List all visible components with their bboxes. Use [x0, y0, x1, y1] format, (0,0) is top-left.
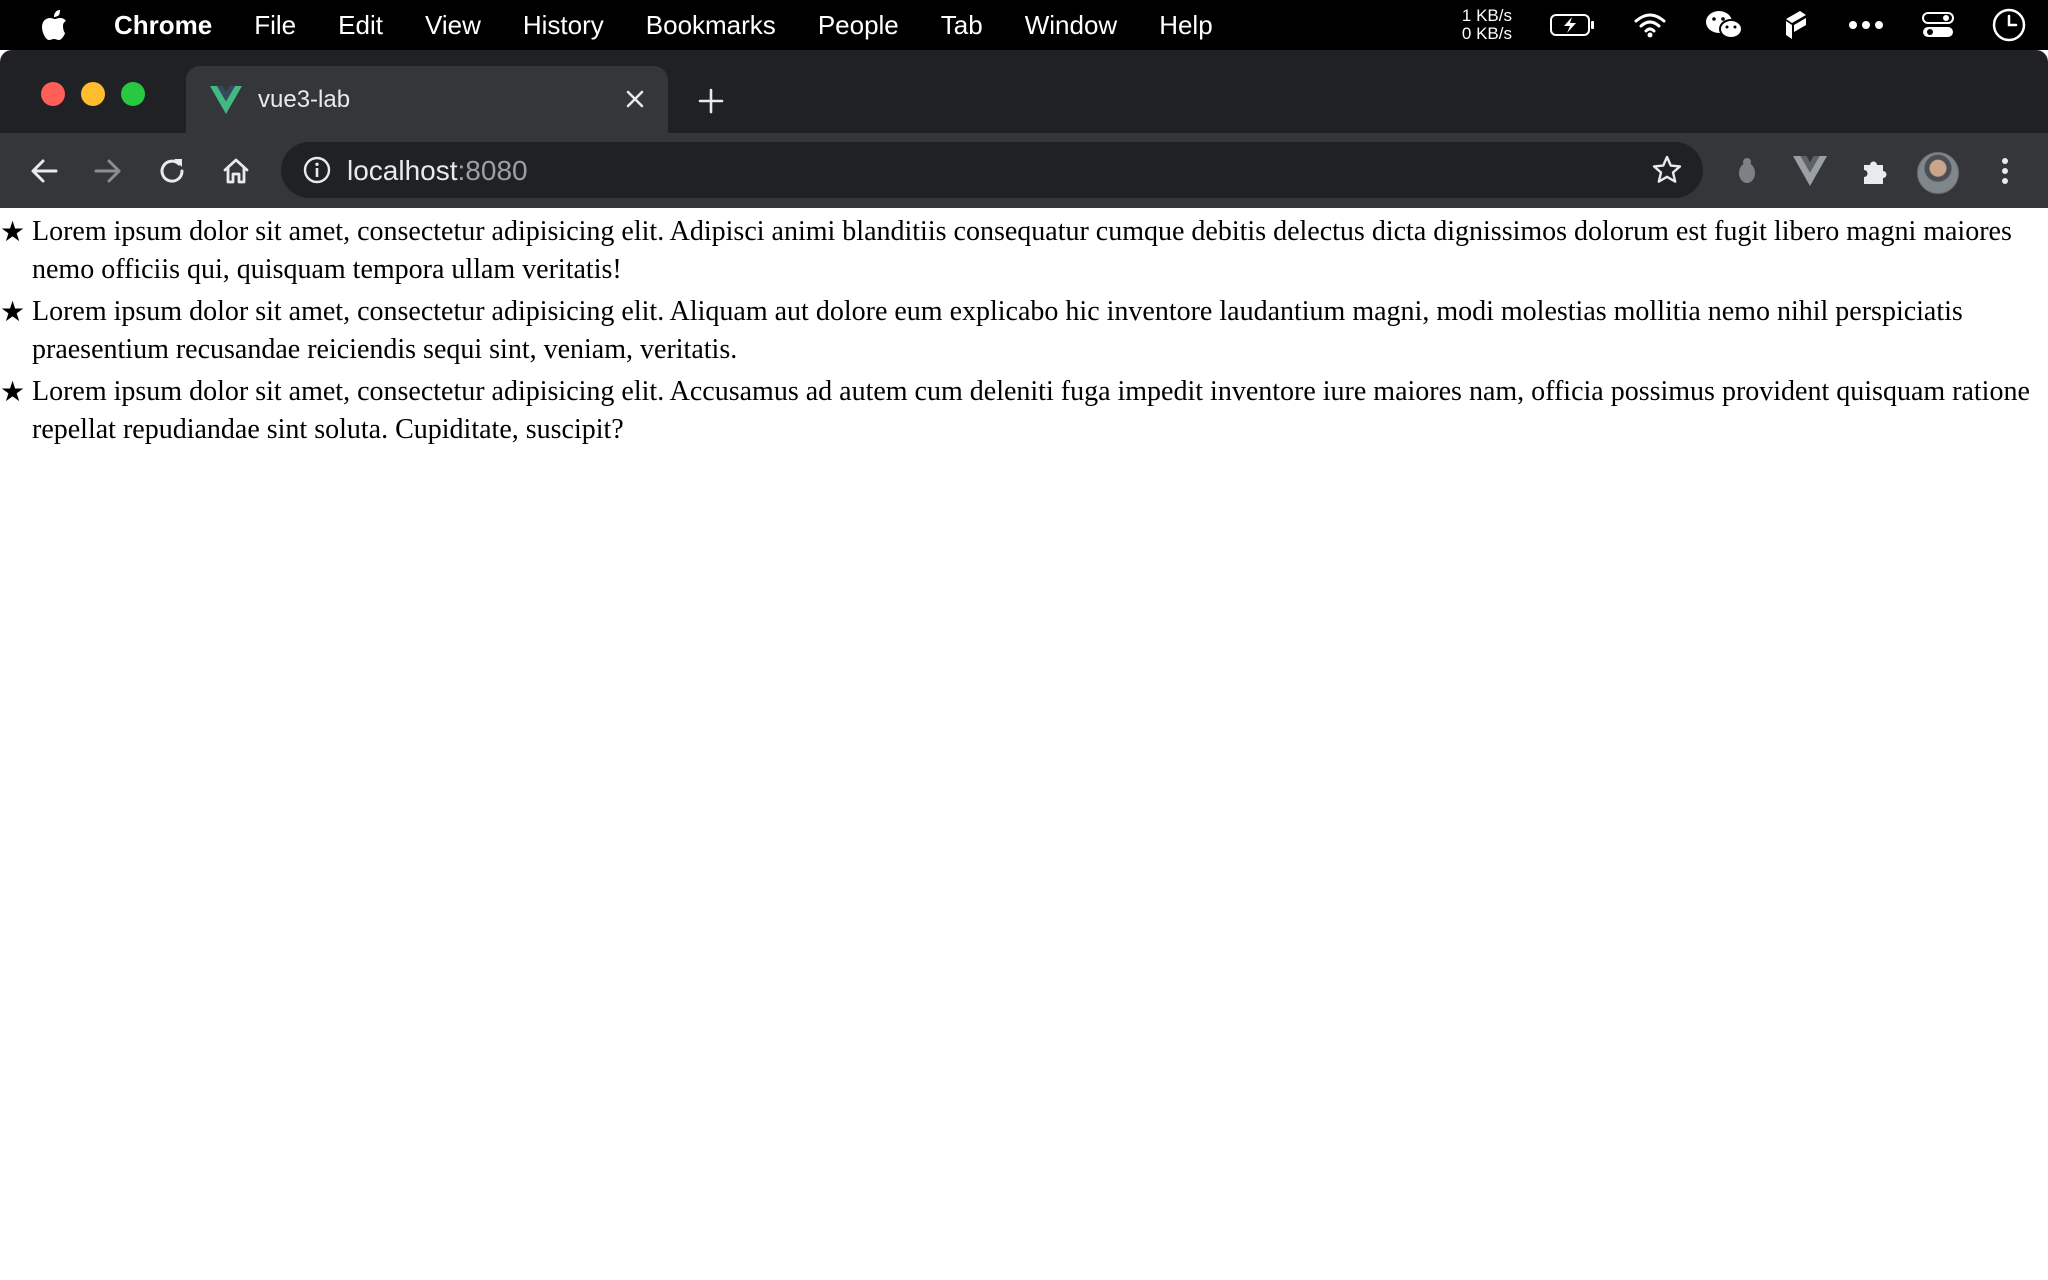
window-close-button[interactable] — [41, 82, 65, 106]
apple-logo-icon[interactable] — [40, 9, 100, 41]
network-download-speed: 0 KB/s — [1461, 24, 1512, 43]
home-button[interactable] — [218, 153, 254, 189]
tab-vue3-lab[interactable] — [186, 66, 668, 133]
url-text[interactable] — [347, 155, 528, 187]
list-item-text: Lorem ipsum dolor sit amet, consectetur adipisicing elit. Adipisci animi blanditiis consequatur cumque debitis delectus dicta dignissimos dolorum est fugit libero magni maiores nemo officiis qui, quisquam tempora ullam veritatis! — [32, 216, 2012, 285]
star-bullet: ★ — [0, 215, 26, 248]
browser-toolbar — [0, 133, 2048, 208]
wechat-icon[interactable] — [1704, 9, 1744, 41]
more-icon[interactable] — [1848, 20, 1884, 30]
app-status-icon[interactable] — [1782, 9, 1810, 41]
network-upload-speed: 1 KB/s — [1461, 6, 1512, 25]
new-tab-button[interactable] — [694, 84, 728, 118]
macos-menu-bar — [0, 0, 2048, 50]
menu-history[interactable]: History — [522, 9, 604, 40]
browser-window — [0, 50, 2048, 1280]
menu-bookmarks[interactable]: Bookmarks — [645, 9, 776, 40]
address-bar[interactable] — [281, 142, 1703, 198]
menu-view[interactable]: View — [424, 9, 481, 40]
profile-avatar[interactable] — [1917, 152, 1959, 194]
list-item — [0, 373, 2048, 449]
menu-app-chrome[interactable]: Chrome — [114, 9, 213, 40]
tab-title: vue3-lab — [258, 86, 351, 113]
forward-button[interactable] — [90, 153, 126, 189]
menu-edit[interactable]: Edit — [338, 9, 383, 40]
clock-icon[interactable] — [1992, 8, 2026, 42]
site-info-icon[interactable] — [303, 156, 331, 189]
list-item-text: Lorem ipsum dolor sit amet, consectetur adipisicing elit. Accusamus ad autem cum deleniti fuga impedit inventore iure maiores nam, officia possimus provident quisquam ratione repellat repudiandae sint soluta. Cupiditate, suscipit? — [32, 376, 2030, 445]
star-bullet: ★ — [0, 375, 26, 408]
menu-file[interactable]: File — [254, 9, 297, 40]
tab-close-icon[interactable] — [620, 84, 650, 114]
extension-bug-icon[interactable] — [1729, 153, 1765, 189]
wifi-icon[interactable] — [1634, 12, 1666, 38]
list-item-text: Lorem ipsum dolor sit amet, consectetur adipisicing elit. Aliquam aut dolore eum explicabo hic inventore laudantium magni, modi molestias mollitia nemo nihil perspiciatis praesentium recusandae reiciendis sequi sint, veniam, veritatis. — [32, 296, 1963, 365]
page-content — [0, 208, 2048, 1280]
vue-logo-icon — [210, 86, 242, 119]
window-zoom-button[interactable] — [121, 82, 145, 106]
network-speed[interactable] — [1462, 7, 1512, 43]
vue-devtools-icon[interactable] — [1792, 153, 1828, 189]
url-port: :8080 — [457, 155, 528, 186]
bookmark-star-icon[interactable] — [1651, 154, 1683, 191]
control-center-icon[interactable] — [1922, 11, 1954, 39]
menu-help[interactable]: Help — [1159, 9, 1213, 40]
window-minimize-button[interactable] — [81, 82, 105, 106]
extensions-puzzle-icon[interactable] — [1857, 153, 1893, 189]
menu-tab[interactable]: Tab — [940, 9, 983, 40]
chrome-menu-icon[interactable] — [1987, 153, 2023, 189]
tab-strip — [0, 50, 2048, 133]
list-item — [0, 293, 2048, 369]
menu-window[interactable]: Window — [1024, 9, 1118, 40]
star-bullet: ★ — [0, 295, 26, 328]
list-item — [0, 213, 2048, 289]
url-host: localhost — [347, 155, 458, 186]
battery-charging-icon[interactable] — [1550, 13, 1596, 37]
reload-button[interactable] — [154, 153, 190, 189]
menu-people[interactable]: People — [817, 9, 899, 40]
back-button[interactable] — [26, 153, 62, 189]
